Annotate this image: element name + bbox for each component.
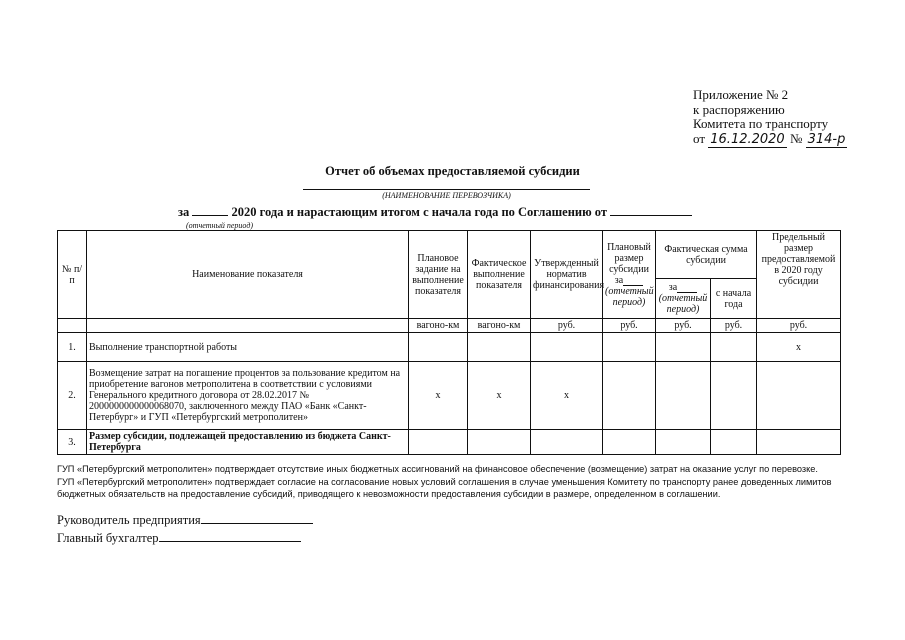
appendix-date-line xyxy=(693,132,847,148)
row-cell xyxy=(531,333,603,362)
header-limit: Предельный размер предоставляемой в 2020 году субсидии xyxy=(757,231,841,319)
header-plan-subsidy-text: Плановый размер субсидии за xyxy=(607,241,651,286)
subsidy-table xyxy=(57,230,841,455)
appendix-block xyxy=(693,88,847,147)
period-blank xyxy=(192,215,228,216)
table-row xyxy=(58,333,841,362)
number-prefix: № xyxy=(789,130,803,146)
row-num: 2. xyxy=(58,362,87,430)
table-row xyxy=(58,362,841,430)
header-fact-period-caption: (отчетный период) xyxy=(658,293,708,315)
unit-cell: вагоно-км xyxy=(409,319,468,333)
date-prefix: от xyxy=(693,130,706,146)
header-plan-subsidy-period: (отчетный период) xyxy=(605,285,654,308)
signature-head-label: Руководитель предприятия xyxy=(57,513,201,527)
row-cell xyxy=(757,362,841,430)
appendix-line-3: Комитета по транспорту xyxy=(693,116,829,131)
row-cell: x xyxy=(757,333,841,362)
header-name: Наименование показателя xyxy=(87,231,409,319)
signature-accountant-line xyxy=(159,530,301,542)
row-cell xyxy=(409,333,468,362)
carrier-name-line xyxy=(303,189,590,190)
date-value: 16.12.2020 xyxy=(710,131,785,147)
row-num: 3. xyxy=(58,430,87,455)
signature-accountant xyxy=(57,530,301,546)
units-row xyxy=(58,319,841,333)
row-cell xyxy=(656,333,711,362)
row-cell xyxy=(468,333,531,362)
unit-cell: вагоно-км xyxy=(468,319,531,333)
signature-accountant-label: Главный бухгалтер xyxy=(57,531,159,545)
row-cell xyxy=(711,333,757,362)
header-fact-period-text: за xyxy=(668,282,678,293)
signature-head xyxy=(57,512,313,528)
row-cell: x xyxy=(409,362,468,430)
header-row-1 xyxy=(58,231,841,279)
row-cell xyxy=(711,362,757,430)
appendix-line-2: к распоряжению xyxy=(693,101,785,117)
header-fact-exec: Фактическое выполнение показателя xyxy=(468,231,531,319)
header-fact-period xyxy=(656,279,711,319)
unit-cell: руб. xyxy=(531,319,603,333)
row-cell xyxy=(603,333,656,362)
appendix-line-1: Приложение № 2 xyxy=(693,87,789,102)
note-1: ГУП «Петербургский метрополитен» подтверждает отсутствие иных бюджетных ассигнований на финансовое обеспечение (возмещение) затрат на оказание услуг по перевозке. xyxy=(57,464,818,474)
unit-cell: руб. xyxy=(757,319,841,333)
row-cell: x xyxy=(468,362,531,430)
unit-cell: руб. xyxy=(656,319,711,333)
row-name: Выполнение транспортной работы xyxy=(87,333,409,362)
period-caption: (отчетный период) xyxy=(186,221,254,230)
header-norm: Утвержденный норматив финансирования xyxy=(531,231,603,319)
header-fact-sum: Фактическая сумма субсидии xyxy=(656,231,757,279)
signature-head-line xyxy=(201,512,313,524)
note-2: ГУП «Петербургский метрополитен» подтверждает согласие на согласование новых условий соглашения в случае уменьшения Комитету по транспорту ранее доведенных лимитов бюджетных обязательств на предоставление субсидий, приводящего к невозможности предоставления субсидии в размере, определенном в соглашении. xyxy=(57,476,832,499)
header-fact-ytd: с начала года xyxy=(711,279,757,319)
row-cell: x xyxy=(531,362,603,430)
row-num: 1. xyxy=(58,333,87,362)
page-title: Отчет об объемах предоставляемой субсидии xyxy=(325,164,580,178)
order-number: 314-р xyxy=(807,131,846,147)
unit-cell: руб. xyxy=(711,319,757,333)
row-cell xyxy=(656,362,711,430)
header-num: № п/п xyxy=(58,231,87,319)
agreement-date-blank xyxy=(610,215,692,216)
header-plan-task: Плановое задание на выполнение показателя xyxy=(409,231,468,319)
carrier-caption: (НАИМЕНОВАНИЕ ПЕРЕВОЗЧИКА) xyxy=(382,191,511,200)
table-row xyxy=(58,430,841,455)
notes-block xyxy=(57,463,847,501)
row-name: Размер субсидии, подлежащей предоставлению из бюджета Санкт-Петербурга xyxy=(87,430,409,455)
unit-cell: руб. xyxy=(603,319,656,333)
header-plan-subsidy xyxy=(603,231,656,319)
period-line xyxy=(178,205,692,220)
period-text: 2020 года и нарастающим итогом с начала года по Соглашению от xyxy=(231,205,608,219)
row-name: Возмещение затрат на погашение процентов за пользование кредитом на приобретение вагонов метрополитена в соответствии с условиями Генерального кредитного договора от 28.02.2017 № 2000000000000068070, заключенного между ПАО «Банк «Санкт-Петербург» и ГУП «Петербургский метрополитен» xyxy=(87,362,409,430)
period-prefix: за xyxy=(178,205,190,219)
row-cell xyxy=(603,362,656,430)
